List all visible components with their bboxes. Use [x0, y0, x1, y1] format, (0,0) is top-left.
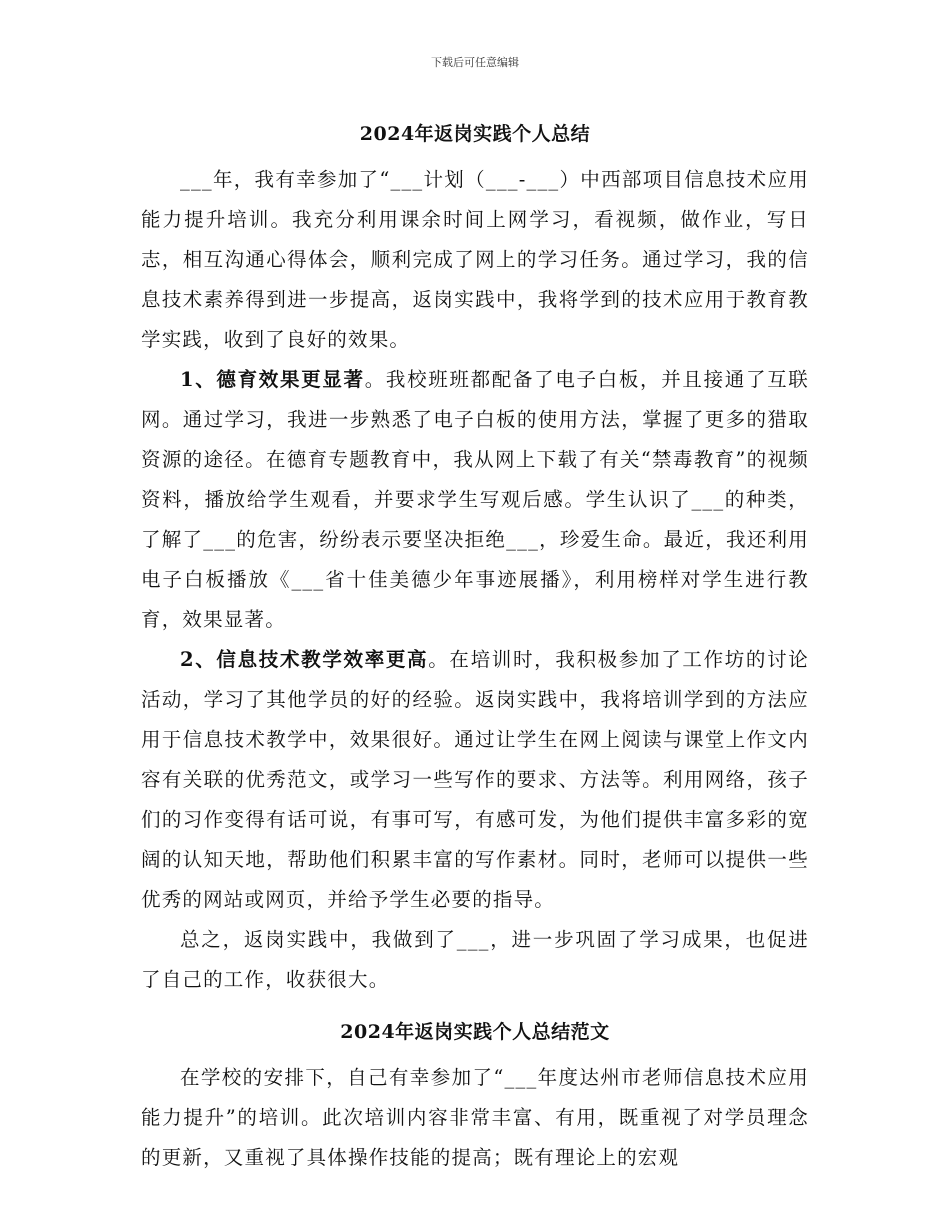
- section1-paragraph-1: ___年，我有幸参加了“___计划（___-___）中西部项目信息技术应用能力提升培训。我充分利用课余时间上网学习，看视频，做作业，写日志，相互沟通心得体会，顺利完成了网上的学习任务。通过学习，我的信息技术素养得到进一步提高，返岗实践中，我将学到的技术应用于教育教学实践，收到了良好的效果。: [141, 168, 809, 351]
- section1-title: 2024年返岗实践个人总结: [359, 123, 591, 145]
- section1-paragraph-3: [141, 640, 809, 920]
- header-note: 下载后可任意编辑: [431, 56, 519, 69]
- section2-title: 2024年返岗实践个人总结范文: [340, 1021, 610, 1043]
- section1-paragraph-3-body: 。在培训时，我积极参加了工作坊的讨论活动，学习了其他学员的好的经验。返岗实践中，我将培训学到的方法应用于信息技术教学中，效果很好。通过让学生在网上阅读与课堂上作文内容有关联的优秀范文，或学习一些写作的要求、方法等。利用网络，孩子们的习作变得有话可说，有事可写，有感可发，为他们提供丰富多彩的宽阔的认知天地，帮助他们积累丰富的写作素材。同时，老师可以提供一些优秀的网站或网页，并给予学生必要的指导。: [141, 648, 809, 911]
- section1-paragraph-2-body: 。我校班班都配备了电子白板，并且接通了互联网。通过学习，我进一步熟悉了电子白板的使用方法，掌握了更多的猎取资源的途径。在德育专题教育中，我从网上下载了有关“禁毒教育”的视频资料，播放给学生观看，并要求学生写观后感。学生认识了___的种类，了解了___的危害，纷纷表示要坚决拒绝___，珍爱生命。最近，我还利用电子白板播放《___省十佳美德少年事迹展播》，利用榜样对学生进行教育，效果显著。: [141, 368, 810, 631]
- section1-paragraph-4: 总之，返岗实践中，我做到了___，进一步巩固了学习成果，也促进了自己的工作，收获很大。: [141, 928, 809, 991]
- section1-paragraph-2: [141, 360, 809, 640]
- section1-paragraph-2-heading: 1、德育效果更显著: [180, 368, 365, 391]
- document-body: [141, 120, 809, 1178]
- section2-paragraph-1: 在学校的安排下，自己有幸参加了“___年度达州市老师信息技术应用能力提升”的培训。此次培训内容非常丰富、有用，既重视了对学员理念的更新，又重视了具体操作技能的提高；既有理论上的宏观: [141, 1066, 809, 1169]
- section1-paragraph-3-heading: 2、信息技术教学效率更高: [180, 648, 429, 671]
